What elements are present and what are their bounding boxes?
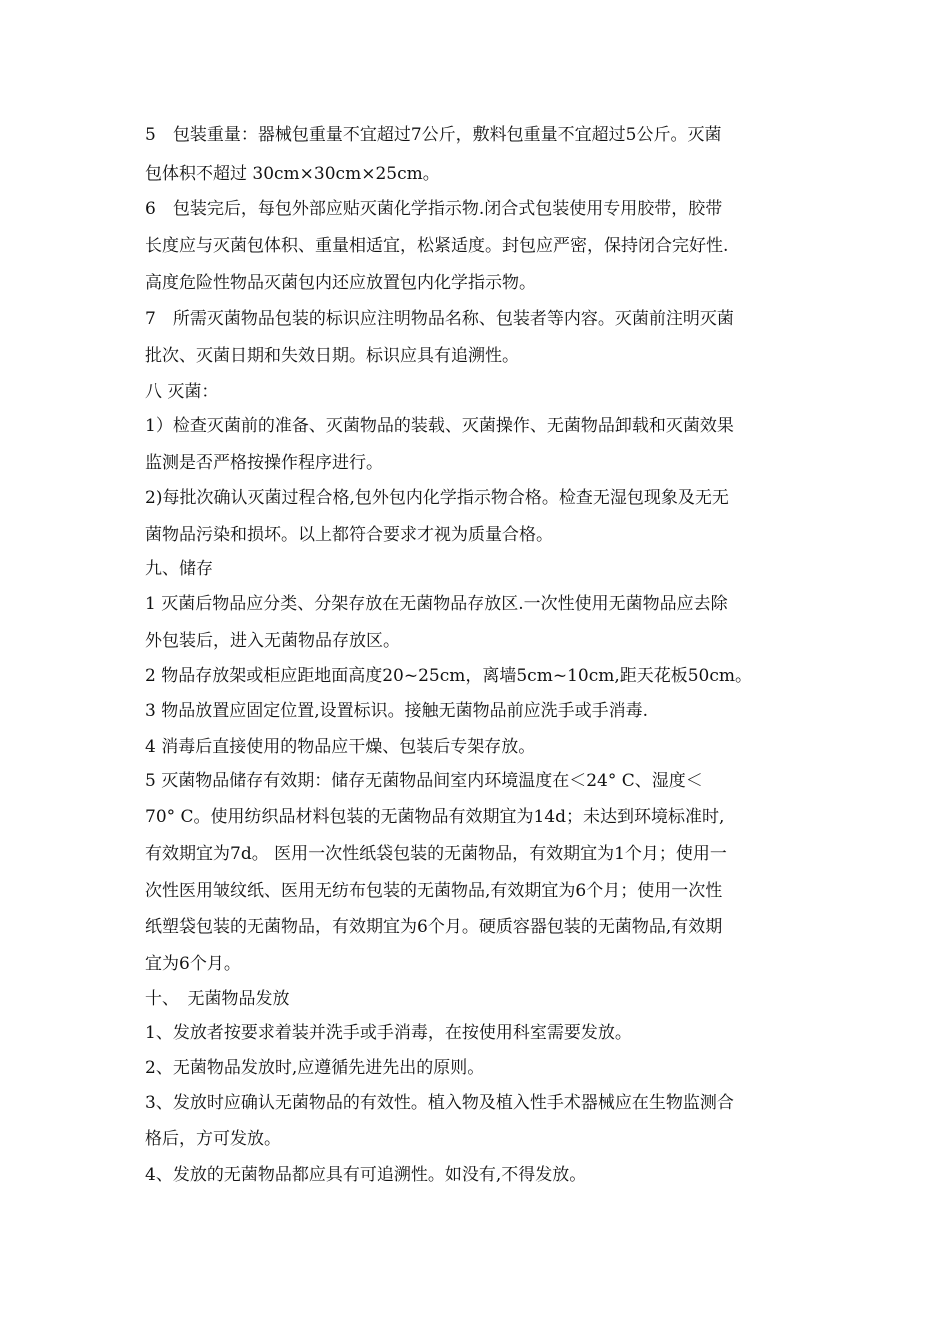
text-line: 5 包装重量：器械包重量不宜超过7公斤，敷料包重量不宜超过5公斤。灭菌 xyxy=(145,125,722,145)
text-line: 菌物品污染和损坏。以上都符合要求才视为质量合格。 xyxy=(145,525,553,545)
section-heading: 十、 无菌物品发放 xyxy=(145,989,290,1009)
text-line: 格后，方可发放。 xyxy=(145,1129,281,1149)
text-line: 1）检查灭菌前的准备、灭菌物品的装载、灭菌操作、无菌物品卸载和灭菌效果 xyxy=(145,416,734,436)
text-line: 4、发放的无菌物品都应具有可追溯性。如没有,不得发放。 xyxy=(145,1165,587,1185)
text-line: 1、发放者按要求着装并洗手或手消毒，在按使用科室需要发放。 xyxy=(145,1023,632,1043)
text-line: 纸塑袋包装的无菌物品，有效期宜为6个月。硬质容器包装的无菌物品,有效期 xyxy=(145,917,723,937)
text-line: 2)每批次确认灭菌过程合格,包外包内化学指示物合格。检查无湿包现象及无无 xyxy=(145,488,729,508)
text-line: 70° C。使用纺织品材料包装的无菌物品有效期宜为14d；未达到环境标准时, xyxy=(145,807,725,827)
text-line: 5 灭菌物品储存有效期：储存无菌物品间室内环境温度在＜24° C、湿度＜ xyxy=(145,771,703,791)
text-line: 次性医用皱纹纸、医用无纺布包装的无菌物品,有效期宜为6个月；使用一次性 xyxy=(145,881,723,901)
text-line: 4 消毒后直接使用的物品应干燥、包装后专架存放。 xyxy=(145,737,536,757)
text-line: 6 包装完后，每包外部应贴灭菌化学指示物.闭合式包装使用专用胶带，胶带 xyxy=(145,199,723,219)
text-line: 7 所需灭菌物品包装的标识应注明物品名称、包装者等内容。灭菌前注明灭菌 xyxy=(145,309,734,329)
text-line: 批次、灭菌日期和失效日期。标识应具有追溯性。 xyxy=(145,346,519,366)
section-heading: 九、储存 xyxy=(145,559,213,579)
text-line: 2 物品存放架或柜应距地面高度20~25cm，离墙5cm~10cm,距天花板50cm。 xyxy=(145,666,753,686)
section-heading: 八 灭菌： xyxy=(145,382,219,402)
text-line: 包体积不超过 30cm×30cm×25cm。 xyxy=(145,164,440,184)
text-line: 外包装后，进入无菌物品存放区。 xyxy=(145,631,400,651)
text-line: 3 物品放置应固定位置,设置标识。接触无菌物品前应洗手或手消毒. xyxy=(145,701,649,721)
text-line: 有效期宜为7d。 医用一次性纸袋包装的无菌物品，有效期宜为1个月；使用一 xyxy=(145,844,727,864)
text-line: 宜为6个月。 xyxy=(145,954,241,974)
text-line: 1 灭菌后物品应分类、分架存放在无菌物品存放区.一次性使用无菌物品应去除 xyxy=(145,594,728,614)
text-line: 2、无菌物品发放时,应遵循先进先出的原则。 xyxy=(145,1058,485,1078)
text-line: 监测是否严格按操作程序进行。 xyxy=(145,453,383,473)
text-line: 高度危险性物品灭菌包内还应放置包内化学指示物。 xyxy=(145,273,536,293)
text-line: 长度应与灭菌包体积、重量相适宜，松紧适度。封包应严密，保持闭合完好性. xyxy=(145,236,729,256)
text-line: 3、发放时应确认无菌物品的有效性。植入物及植入性手术器械应在生物监测合 xyxy=(145,1093,734,1113)
